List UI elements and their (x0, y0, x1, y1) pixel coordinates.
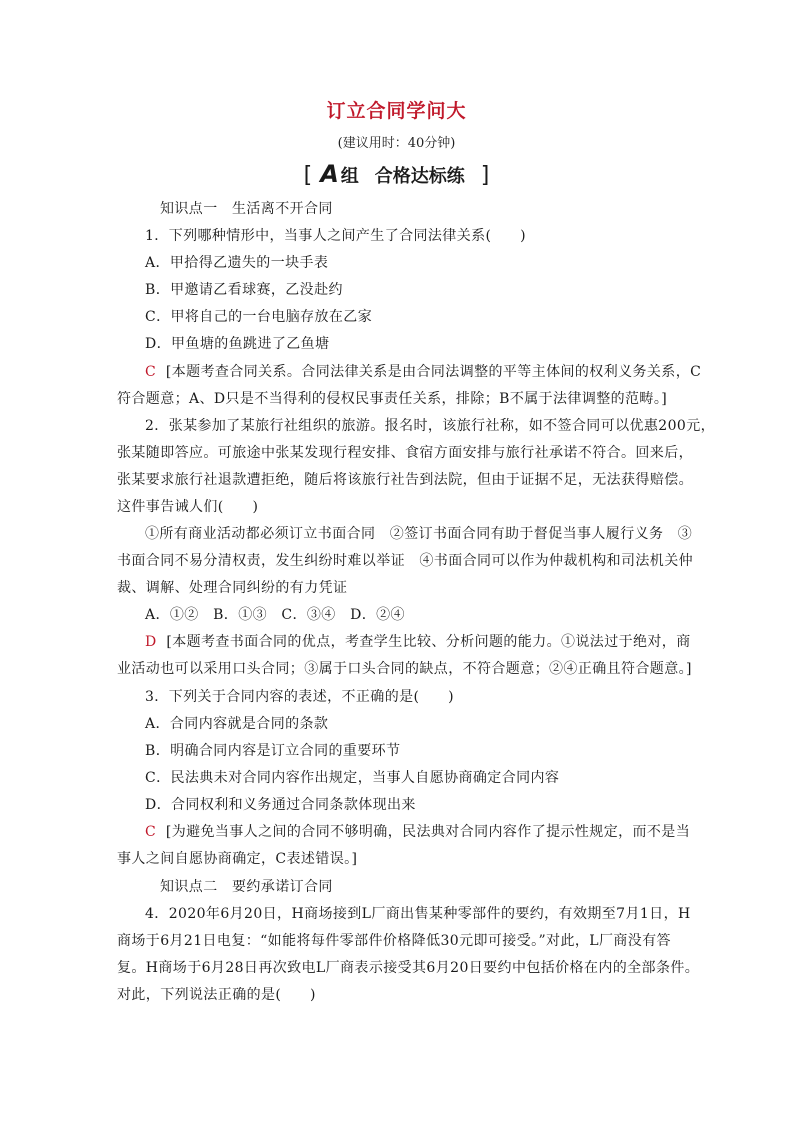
q2-statements-line-3: 裁、调解、处理合同纠纷的有力凭证 (117, 580, 348, 596)
q4-stem-line-4: 对此，下列说法正确的是( ) (117, 987, 316, 1003)
q2-answer: D (145, 634, 157, 650)
q1-option-a: A．甲拾得乙遗失的一块手表 (145, 255, 329, 271)
q4-stem-line-3: 复。H商场于6月28日再次致电L厂商表示接受其6月20日要约中包括价格在内的全部条件。 (117, 960, 700, 976)
q1-option-b: B．甲邀请乙看球赛，乙没赴约 (145, 282, 343, 298)
section-heading-1: 知识点一 生活离不开合同 (160, 201, 333, 217)
q2-statements-line-2: 书面合同不易分清权责，发生纠纷时难以举证 ④书面合同可以作为仲裁机构和司法机关仲 (117, 553, 693, 569)
q4-stem-line-1: 4．2020年6月20日，H商场接到L厂商出售某种零部件的要约，有效期至7月1日，H (145, 906, 691, 922)
q1-explanation-line-2: 符合题意；A、D只是不当得利的侵权民事责任关系，排除；B不属于法律调整的范畴。] (117, 391, 668, 407)
group-label: 组 (340, 166, 359, 187)
bracket-right: ] (480, 163, 490, 188)
q3-option-d: D．合同权利和义务通过合同条款体现出来 (145, 797, 416, 813)
q2-stem-line-1: 2．张某参加了某旅行社组织的旅游。报名时，该旅行社称，如不签合同可以优惠200元， (145, 418, 716, 434)
q3-option-b: B．明确合同内容是订立合同的重要环节 (145, 743, 401, 759)
q3-option-a: A．合同内容就是合同的条款 (145, 716, 329, 732)
q1-explanation-line-1: C [本题考查合同关系。合同法律关系是由合同法调整的平等主体间的权利义务关系，C (145, 364, 702, 380)
q3-explanation-line-2: 事人之间自愿协商确定，C表述错误。] (117, 851, 358, 867)
q2-stem-line-3: 张某要求旅行社退款遭拒绝，随后将该旅行社告到法院，但由于证据不足，无法获得赔偿。 (117, 472, 693, 488)
q3-stem: 3．下列关于合同内容的表述，不正确的是( ) (145, 689, 455, 705)
q2-stem-line-2: 张某随即答应。可旅途中张某发现行程安排、食宿方面安排与旅行社承诺不符合。回来后， (117, 445, 693, 461)
q1-stem: 1．下列哪种情形中，当事人之间产生了合同法律关系( ) (145, 228, 527, 244)
q2-statements-line-1: ①所有商业活动都必须订立书面合同 ②签订书面合同有助于督促当事人履行义务 ③ (145, 526, 693, 542)
q2-explanation-line-2: 业活动也可以采用口头合同；③属于口头合同的缺点，不符合题意；②④正确且符合题意。] (117, 661, 692, 677)
suggested-time: (建议用时：40分钟) (337, 136, 456, 151)
group-name: 合格达标练 (374, 166, 465, 187)
section-heading-2: 知识点二 要约承诺订合同 (160, 879, 333, 895)
q2-explanation-line-1: D [本题考查书面合同的优点，考查学生比较、分析问题的能力。①说法过于绝对，商 (145, 634, 691, 650)
q3-explanation-line-1: C [为避免当事人之间的合同不够明确，民法典对合同内容作了提示性规定，而不是当 (145, 824, 691, 840)
group-letter: A (320, 160, 339, 188)
q2-stem-line-4: 这件事告诫人们( ) (117, 499, 259, 515)
bracket-left: [ (303, 163, 313, 188)
q3-option-c: C．民法典未对合同内容作出规定，当事人自愿协商确定合同内容 (145, 770, 560, 786)
page-title: 订立合同学问大 (326, 100, 467, 122)
q1-option-d: D．甲鱼塘的鱼跳进了乙鱼塘 (145, 336, 330, 352)
q3-answer: C (145, 824, 157, 840)
q4-stem-line-2: 商场于6月21日电复：“如能将每件零部件价格降低30元即可接受。”对此，L厂商没有答 (117, 933, 671, 949)
q1-option-c: C．甲将自己的一台电脑存放在乙家 (145, 309, 373, 325)
q1-answer: C (145, 364, 157, 380)
q2-choices: A．①② B．①③ C．③④ D．②④ (145, 607, 405, 623)
group-header (0, 160, 793, 188)
